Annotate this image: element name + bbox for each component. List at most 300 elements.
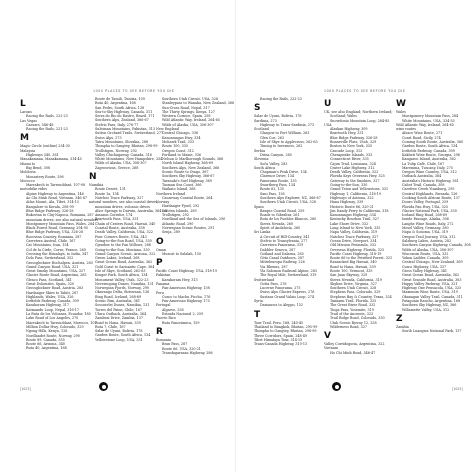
index-entry: Great Ocean Road, Australia, 362 [95, 260, 153, 265]
index-entry: Kangaroo Island, Australia, 362 [402, 157, 456, 162]
index-entry: Trans-Canada Highway, 310-13 [254, 342, 308, 347]
index-entry: Southern Canyon Highway, Canada, 308 [402, 243, 471, 248]
index-entry: Grand Canyon Scenic, Arizona, 322 [95, 251, 156, 256]
index-entry: Napa Valley, California, 319 [330, 230, 378, 235]
index-entry: San Pedro, South Africa, 138 [95, 105, 145, 110]
index-entry: motorbike rides [20, 187, 47, 192]
index-entry: Sun-Cross Road, Nepal, 317 [162, 105, 210, 110]
index-entry: Lucerne Panorama, 275 [260, 286, 301, 291]
index-entry: Going-to-the-Sun, 330 [330, 183, 368, 188]
index-entry: Sani Pass, 136 [260, 191, 285, 196]
index-entry: Ring Road, Iceland, 268-69 [95, 294, 142, 299]
index-entry: Taranaki's Surf Highway, 369 [162, 178, 212, 183]
index-entry: Wales [396, 110, 406, 114]
index-entry: Sierra Nevada, California, 319 [330, 277, 382, 282]
index-entry: Million Dollar Hwy, Colorado, 329 [26, 324, 84, 329]
index-entry: Highlands, Wales, USA, 326 [26, 294, 74, 299]
index-entry: Tatra Mountains, Slovakia, 288 [95, 139, 148, 144]
index-entry: Nordlandet Route, Norway, 290 [26, 333, 80, 338]
index-letter-heading: L [20, 99, 26, 109]
index-entry: Alaskan Highway, 309 [330, 127, 368, 132]
index-entry: Highway 1, California, 318-19 [330, 191, 381, 196]
index-letter-heading: Z [396, 313, 403, 324]
index-letter-heading: P [156, 258, 163, 269]
index-entry: La Ruta de los Volcanes, Ecuador, 180 [26, 312, 91, 317]
index-entry: Willamette Valley, USA, 312 [402, 307, 450, 312]
index-entry: Göta Canal Outdoors, 287 [260, 256, 305, 261]
index-entry: Grand Teton and Yellowstone, 331 [330, 187, 389, 192]
index-entry: Highways 340, 361 [26, 153, 59, 158]
index-entry: mountain drives, see also natural wonders [26, 217, 99, 222]
index-letter-heading: M [20, 133, 29, 144]
index-entry: Hana Highway, 339 [330, 200, 364, 205]
index-entry: Mitteleuropa Railway, 226 [260, 260, 305, 265]
index-entry: Muscat to Salalah, 150 [162, 251, 202, 256]
index-entry: Yla Salomon Railroad Alpine, 283 [260, 268, 317, 273]
index-entry: Amazon Corridor, 174 [95, 213, 133, 218]
index-entry: Grossglockner Hochalpen, Austria, 283 [26, 260, 93, 265]
index-entry: Western Cornice, Spain, 258 [162, 114, 211, 119]
index-entry: Big Bend, 308 [26, 165, 50, 170]
index-entry: Historic Route 66, 320-21 [330, 204, 374, 209]
index-entry: Montgomery Mountain Pass, Wales, 284 [26, 221, 95, 226]
index-entry: Highway to Trans-Sardinia, 273 [260, 122, 315, 127]
index-letter-heading: V [324, 331, 331, 342]
index-entry: Gold Coast to Sarisantic Cape, 364 [95, 264, 155, 269]
index-entry: Trail Ridge Road, Colorado, 330 [330, 316, 385, 321]
index-entry: San Juan Skyway, 329 [330, 273, 368, 278]
index-entry: Marrakech to Tarrouddant, Morocco, 107 [26, 320, 97, 325]
index-entry: Douro Valley, Portugal, 259 [402, 200, 449, 205]
index-entry: Gotta Pass, 276 [260, 281, 287, 286]
index-entry: Route 100, Vermont, 335 [330, 268, 373, 273]
index-entry: mountain drives, volcanic drives [95, 204, 151, 209]
index-entry: Sierra Nevada, 260 [260, 221, 294, 226]
index-entry: Sustans Grand Valais Loop, 274 [260, 294, 314, 299]
index-entry: Overseas Highway, Florida, 325 [330, 247, 385, 252]
index-entry: Bonneville Flats, Utah, 329 [330, 140, 377, 145]
index-entry: Ngong Hills, Kenya, 126 [26, 329, 68, 334]
index-entry: Damascus to Aleppo, 152 [260, 303, 304, 308]
running-head: 1000 PLACES TO SEE BEFORE YOU DIE [93, 89, 175, 93]
index-entry: Valley Corridogoria, Argentina, 322 [324, 342, 385, 347]
index-entry: Scenic Route to Otago, 367 [162, 170, 209, 175]
index-entry: Carretera Panorama, 319 [260, 243, 304, 248]
index-entry: USA [324, 122, 332, 127]
index-entry: Salar de Uyuni, Bolivia, 178 [254, 114, 302, 119]
index-entry: South Africa [254, 165, 276, 170]
folio-ornament-icon [99, 382, 108, 391]
index-entry: Dolo Pass, Switzerland, 352 [26, 256, 74, 261]
index-letter-heading: S [254, 103, 261, 114]
index-entry: Pacific Coast Highway, 318-19 [330, 251, 382, 256]
index-entry: Thimphu to Gangtey, Bhutan, 298-99 [95, 144, 158, 149]
index-entry: Scenic Rim, Australia, 361 [95, 299, 141, 304]
index-entry: Karakoram Hwy, 313 [162, 277, 198, 282]
index-entry: Lake Road of Los Angeles, 270 [26, 316, 79, 321]
index-entry: Stanleypass to Wanaka, New Zealand, 366 [162, 101, 235, 106]
index-entry: Salzburg Lakes, Austria, 282 [402, 238, 452, 243]
index-entry: Waikato Island, 368 [162, 187, 196, 192]
index-entry: Drina Canyon, 285 [260, 152, 292, 157]
index-entry: Yellowstone Loop, USA, 331 [95, 337, 143, 342]
index-entry: Sri Lanka [254, 230, 271, 235]
index-entry: Scotland [254, 127, 269, 132]
index-column [324, 97, 393, 355]
index-entry: Icefields Parkway, Canada, 309 [402, 148, 455, 153]
index-entry: Laruns [20, 110, 32, 114]
index-entry: Wilderness Road, 327 [330, 324, 368, 329]
index-entry: Cabot Trail, Canada, 308 [402, 183, 445, 188]
index-entry: natural wonders, see also coastal drives, [89, 200, 159, 205]
index-entry: Great Smoky Mountains, USA, 327 [26, 269, 86, 274]
index-entry: Moldovia [20, 170, 36, 175]
folio-ornament-icon [332, 382, 341, 391]
index-entry: A Circuit of Hill-Country, 341 [260, 234, 310, 239]
running-head: 1000 PLACES TO SEE BEFORE YOU DIE [324, 89, 406, 93]
index-entry: Panorama Route, 135 [260, 178, 297, 183]
index-entry: Suleiman Mountains, Pakistan, 313 [95, 127, 155, 132]
index-entry: Basque Coastal Road, 259 [260, 208, 305, 213]
index-entry: Torres del Paine, Chile, 167 [95, 307, 142, 312]
index-letter-heading: T [254, 309, 261, 320]
index-entry: Black Forest Road, Germany, 294-95 [26, 226, 89, 231]
index-entry: Mohawk Trail, 333 [162, 139, 195, 144]
index-entry: Death Valley, California, USA, 322 [95, 230, 153, 235]
index-entry: Lake Shore Drive, 332 [330, 221, 369, 226]
index-entry: Norwegian Scenic Routes, 291 [162, 225, 215, 230]
index-entry: Ransacked Big Hawaii, 340 [330, 260, 377, 265]
index-entry: Salar de Uyuni, Bolivia, 178 [95, 329, 143, 334]
index-entry: Spain [254, 204, 264, 209]
index-entry: Chain of Craters Road, Hawaii, 340 [95, 221, 156, 226]
index-entry: Australia's Historic Highway, 361 [402, 178, 459, 183]
index-letter-heading: O [156, 236, 164, 247]
index-entry: Southern Alps, Zealand, 366-67 [95, 118, 149, 123]
index-entry: Wild Atlantic Way, Ireland, 264-65 [162, 118, 220, 123]
index-entry: Atlas Mount, Ala, Tibet, 314-15 [26, 200, 80, 205]
index-entry: Stelvio to Transylvania, 277 [260, 238, 308, 243]
index-entry: Transfagarasan Highway, 286 [162, 350, 213, 355]
index-entry: Ho Chi Minh Road, 346-47 [330, 350, 376, 355]
index-entry: Sardinia, 273 [254, 118, 277, 123]
index-entry: Road to Hana, Hawaii, 339 [95, 320, 141, 325]
index-entry: Central Chicago, 336 [162, 131, 199, 136]
index-entry: Kruger Park, South Africa, 134 [95, 273, 148, 278]
index-entry: Wilds of Alaska, USA, 306-307 [95, 161, 147, 166]
index-column [396, 97, 471, 334]
index-entry: Langhe Wine Roads, Italy, 272 [402, 221, 454, 226]
index-entry: Vietnam [324, 346, 339, 351]
index-entry: Puerto Rico [156, 316, 176, 321]
index-entry: Boston to New York, 335 [330, 144, 373, 149]
index-entry: Southern Utah Circuit, 328 [330, 286, 377, 291]
index-entry: Kancamagus Hwy, 334 [162, 135, 201, 140]
index-entry: La Tulip Café, Chile, 167 [402, 161, 445, 166]
index-entry: Northern Ireland [156, 191, 186, 196]
index-entry: Norway [156, 200, 170, 205]
index-entry: Montgomery Mountain Pass, 284 [402, 114, 459, 119]
index-entry: Causeway Coastal Route, 264 [162, 195, 213, 200]
index-entry: Zagrosvious, Greece, 268 [95, 165, 139, 170]
index-entry: Highways of Arizona, 322 [330, 195, 374, 200]
index-entry: Sea-to-Sky Highway, Canada, 311 [95, 109, 153, 114]
index-entry: Pan-American Highway, 158 [162, 286, 210, 291]
index-entry: Route 66 to the Petrified Forest, 321 [330, 256, 393, 261]
index-entry: Death Valley, California, 322 [330, 170, 379, 175]
index-entry: Cajun Trail, Louisiana, 324 [330, 161, 376, 166]
index-entry: Peru [156, 290, 164, 295]
index-entry: Grand Canyon Road, USA, 321 [26, 264, 79, 269]
index-entry: Ao Chi Minh Road, Vietnam, 346-47 [26, 196, 87, 201]
index-entry: Uluru Outback, Australia, 364 [95, 311, 147, 316]
index-entry: Hardanger Skies to Tahiti, 287 [26, 290, 79, 295]
index-entry: Nelson & Marlborough Sounds, 366 [162, 157, 224, 162]
index-entry: Kentucky Bourbon Trail, 327 [330, 217, 379, 222]
index-entry: Southern Utah Circuit, USA, 328 [162, 97, 218, 101]
index-entry: Racing the Rails, 221-23 [26, 127, 68, 132]
index-entry: Katmandu Loop, Nepal, 316-17 [26, 307, 80, 312]
index-entry: Col de la Cirde, Corse, France, 260 [26, 247, 86, 252]
index-entry: Natchez Trace Parkway, 327 [95, 195, 144, 200]
index-entry: Four Corners Route, USA, 343 [95, 234, 147, 239]
index-entry: Hardanger Fjord, 292 [162, 204, 200, 209]
index-entry: Long Island to New York, 335 [330, 226, 381, 231]
index-entry: Skyline Drive, Virginia, 327 [330, 281, 377, 286]
index-letter-heading: N [89, 172, 97, 183]
index-entry: The Great River Road, 332 [330, 303, 376, 308]
index-entry: Mosel Valley, Germany, 280 [402, 226, 449, 231]
index-entry: Monastery Route, 296 [26, 174, 64, 179]
index-entry: Panama [156, 281, 170, 286]
index-entry: Going-to-the-Sun Road, USA, 330 [95, 238, 152, 243]
index-entry: Ocean Drive, Newport, 334 [330, 238, 377, 243]
index-entry: Pakistan [156, 273, 171, 278]
index-entry: Napa & Sonoma, USA, 319 [402, 230, 448, 235]
index-entry: Jim Dandy Ferry to California, 318 [330, 208, 389, 213]
index-entry: Glacier National Park, USA, 330 [402, 208, 457, 213]
index-entry: Coming South Route, Australia, 360 [402, 140, 464, 145]
index-entry: Alsace Wine Route, 271 [402, 131, 443, 136]
index-entry: Chapman's Peak Drive, 134 [260, 170, 307, 175]
index-entry: Oregon Coast, 312 [162, 148, 194, 153]
index-entry: Racing the Rails, 222-23 [26, 114, 68, 119]
index-entry: Pan-American Highway, 175 [162, 299, 210, 304]
index-entry: Glasgow to Fort William, 263 [260, 131, 310, 136]
index-entry: Serra do Rio do Rastro, Brazil, 171 [95, 114, 155, 119]
index-entry: Gjendow to the Fan Willows, 288 [95, 243, 151, 248]
index-entry: Portland to Maine, 336 [162, 152, 202, 157]
index-entry: Cusco Highway, USA, 337 [402, 264, 447, 269]
index-entry: Yukon Ladder, Canada, 309 [402, 256, 449, 261]
index-entry: Southern Alps, New Zealand, 366 [162, 165, 220, 170]
index-entry: Carretera Austral, Chile, 167 [26, 239, 76, 244]
index-letter-heading: W [396, 99, 406, 109]
index-entry: Algarve, 258 [162, 307, 184, 312]
index-entry: Manakamana, Manakamana, 314-45 [20, 157, 82, 162]
index-entry: Lofoten Islands, 289 [162, 208, 197, 213]
index-entry: Estrada Nacional 2, 259 [162, 312, 204, 317]
index-entry: Romania [156, 337, 171, 342]
index-entry: Route 62, 135 [260, 187, 284, 192]
index-entry: Snowdonia Mountain Loop, 284-85 [330, 118, 390, 123]
index-entry: Glacier Route Road, Argentina, 265 [26, 273, 87, 278]
index-entry: Bangalore to Kerala, 208-99 [26, 204, 74, 209]
index-entry: Bukovina to Cluj-Napoca, Romania, 287 [26, 213, 94, 218]
index-entry: Oman [156, 247, 167, 252]
index-entry: Cusco to Machu Picchu, 176 [162, 294, 211, 299]
index-entry: Central Highlands, Rwanda, 126 [402, 191, 458, 196]
index-entry: Outback Australia, 364 [402, 174, 442, 179]
index-entry: Florida Keys Overseas Hwy, 325 [330, 174, 385, 179]
index-entry: Karakoram Highway, 317 [26, 303, 70, 308]
index-entry: Route 89, Canada, 355 [26, 337, 65, 342]
index-entry: Tasman Sea Coast, 366 [162, 182, 202, 187]
index-entry: Isle of Skye, Scotland, 262-63 [95, 268, 146, 273]
index-entry: Pacific Coast Highway, USA, 318-19 [156, 269, 218, 274]
index-entry: Old Mission Peninsula, 332 [330, 243, 377, 248]
index-entry: Zambia [396, 324, 409, 329]
index-entry: Ruta de los Pueblos Blancos, 260 [260, 217, 317, 222]
index-entry: Las Vegas [20, 118, 37, 123]
index-entry: Utah Scenic Byway 12, 328 [330, 320, 377, 325]
index-entry: Tibet Himalaya Tour, 314-15 [254, 337, 303, 342]
index-entry: Patagonia Rancho, Argentina, 168 [402, 299, 461, 304]
index-entry: Blue Ridge Parkway, 326-28 [330, 135, 378, 140]
index-entry: Wild Atlantic Way, Ireland, 264-65 [396, 122, 454, 127]
index-entry: Miami to [20, 161, 36, 166]
index-entry: Southern Utah Circuit, USA, 328 [260, 200, 316, 205]
index-entry: Malaysia [20, 148, 36, 153]
index-entry: Norwegian Fjords, Norway, 290 [95, 286, 150, 291]
index-entry: Slovenia [254, 157, 269, 162]
index-entry: Wilds of Alaska, USA, 306-307 [402, 247, 454, 252]
index-entry: Great Ocean Road, Australia, 362 [402, 273, 460, 278]
index-entry: The Royal Mile, Switzerland, 319 [260, 273, 317, 278]
index-entry: Road to Hana, Hawaii, 339 [330, 264, 376, 269]
index-entry: Cat Mountains, Iran, 154 [26, 243, 69, 248]
index-entry: Great Dolomites, Spain, 320 [26, 281, 74, 286]
index-letter-heading: U [324, 99, 332, 109]
index-entry: Three Corridors, Spain, 248-49 [254, 333, 307, 338]
index-entry: Kancamagus Highway, 334 [330, 213, 376, 218]
index-entry: Bucovina Country, Romania, 287 [26, 234, 82, 239]
index-entry: Carefree Creek Ytamburg, 295 [402, 187, 455, 192]
index-entry: New England [156, 127, 179, 132]
index-entry: Nevernoping Dunes, Namibia, 131 [95, 281, 154, 286]
index-entry: Route 1a, 134 [95, 191, 119, 196]
index-entry: Roads to Gibraltar, 261 [260, 213, 300, 218]
index-entry: Ruta 40, Argentina, 168 [95, 101, 136, 106]
index-entry: Thimphu to Gangtey, Bhutan, 298-99 [254, 329, 317, 334]
index-entry: Central Chicago, New Zealand, 369 [402, 260, 463, 265]
index-entry: Racing the Rails, 222-23 [260, 97, 302, 101]
index-entry: Ruta 40, Argentina, 168 [26, 346, 67, 351]
index-entry: Tamiami Trail, Florida, 325 [330, 299, 377, 304]
index-entry: Sutton Orchard Trails, Switzerland, 277 [95, 131, 164, 136]
index-entry: wine routes [396, 127, 416, 132]
index-entry: Gateway to the Smokies, 327 [330, 178, 380, 183]
index-entry: Valley Chichagaway, Canada, 316 [95, 152, 152, 157]
right-page [236, 0, 472, 472]
index-entry: Beartooth Pass, USA, 331 [95, 217, 139, 222]
index-entry: Sossusvlei Dunes, Namibia, 131 [95, 303, 150, 308]
index-entry: The Thirty Springs, Kenya, 127 [162, 109, 215, 114]
index-entry: Garden Route, South Africa, 134 [402, 144, 458, 149]
index-entry: Isle of Skye to Applecross, 262-63 [260, 140, 318, 145]
index-entry: Oregon Trail Journey, USA, 312 [402, 234, 456, 239]
page-number: [1023] [20, 387, 31, 391]
index-entry: Spirit of Andalucía, 260 [260, 226, 301, 231]
index-entry: Swiss Alps, 275 [95, 135, 122, 140]
index-entry: Coastal Route, Australia, 358 [95, 226, 145, 231]
index-entry: Kakheti Wine Route, Georgia, 296 [402, 152, 460, 157]
index-entry: Iceland Ring Road, 268-69 [402, 213, 448, 218]
index-entry: Route 100, 335 [162, 144, 188, 149]
index-entry: Bran Pass, 287 [162, 342, 188, 347]
index-entry: Glen Coe, 263 [260, 135, 284, 140]
index-entry: Inside Passage, Alaska, 306 [402, 217, 449, 222]
index-entry: Caesars, 546-48 [26, 122, 54, 127]
index-entry: Cooking South African Route, 137 [402, 195, 460, 200]
index-entry: Scotland; Wales [330, 114, 357, 119]
index-entry: Route 66, Arizona, 340 [26, 342, 65, 347]
index-entry: Southern Sky Highway, NZ, 366 [402, 303, 457, 308]
index-entry: Portugal [156, 303, 171, 308]
index-entry: Grossglockner Road, Austria, 283 [26, 286, 84, 291]
index-entry: Soča Valley, 283 [260, 161, 288, 166]
index-entry: Route Desert, 131 [95, 187, 126, 192]
index-entry: Route 66, USA, 320-21 [162, 346, 201, 351]
index-entry: Beartooth Hwy, 331 [330, 131, 364, 136]
index-entry: Stephens Pass, Colorado, 329 [330, 290, 381, 295]
index-entry: Ruta 7, Chile, 167 [95, 324, 126, 329]
index-entry: White Mountains, New Hampshire, 334 [95, 157, 163, 162]
index-entry: Highway One Pensacola, USA, 325 [402, 286, 462, 291]
index-entry: Alice Springs to Darwin, Australia, 364-65 [95, 208, 167, 213]
index-entry: Thailand to Bangkok, Bhutan, 295-99 [254, 324, 318, 329]
index-entry: Via Rhenus, 287 [260, 264, 288, 269]
index-entry: Clarence Drive, 134 [260, 174, 294, 179]
index-entry: Glenco Pass, Scotland, 341 [26, 277, 72, 282]
index-entry: Southern Alps Explorer, NZ, 366-67 [260, 195, 321, 200]
index-entry: Syria [254, 299, 263, 304]
index-entry: Garden Route, South Africa, 134 [95, 333, 151, 338]
index-entry: Stephens Bay & Country, Texas, 324 [330, 294, 392, 299]
index-entry: Green Lakes, Iceland, 268 [95, 256, 140, 261]
index-entry: Chesapeake Islands, 333 [330, 152, 373, 157]
index-entry: UK, see also England; Northern Ireland; [324, 110, 393, 114]
index-entry: Swiss Alps Glacier Express, 276 [260, 290, 315, 295]
index-entry: Great Seaside Road, Australia, 363 [402, 277, 462, 282]
index-entry: Dabbler Seneca, 287 [260, 247, 296, 252]
page-number: [1025] [452, 387, 463, 391]
index-entry: Trail of the Ancients, 323 [330, 311, 374, 316]
index-entry: Zambezi Drive, Zambia, 137 [95, 316, 144, 321]
index-entry: Coast Road, Sicily, 274 [402, 135, 441, 140]
index-entry: South Luangwa National Park, 137 [402, 329, 462, 334]
index-entry: Icefields Parkway, Canada, 309 [26, 299, 79, 304]
index-entry: Crossing the Himalaya, to India, 347 [26, 251, 89, 256]
index-entry: Maximum Wine Route, USA, 319 [402, 290, 458, 295]
index-entry: Magic Circle (outline) 234-35 [20, 144, 70, 149]
index-entry: Blue Ridge Parkway, 326-28 [26, 208, 74, 213]
index-entry: Oregon Wine Country, USA, 312 [402, 170, 457, 175]
index-entry: Morocco [20, 178, 35, 183]
index-entry: Tioga Pass, Yosemite, 319 [330, 307, 374, 312]
index-entry: Florida Pan Hwy, USA, 325 [402, 204, 448, 209]
index-entry: Southern Sky Highway, 366-67 [162, 174, 215, 179]
